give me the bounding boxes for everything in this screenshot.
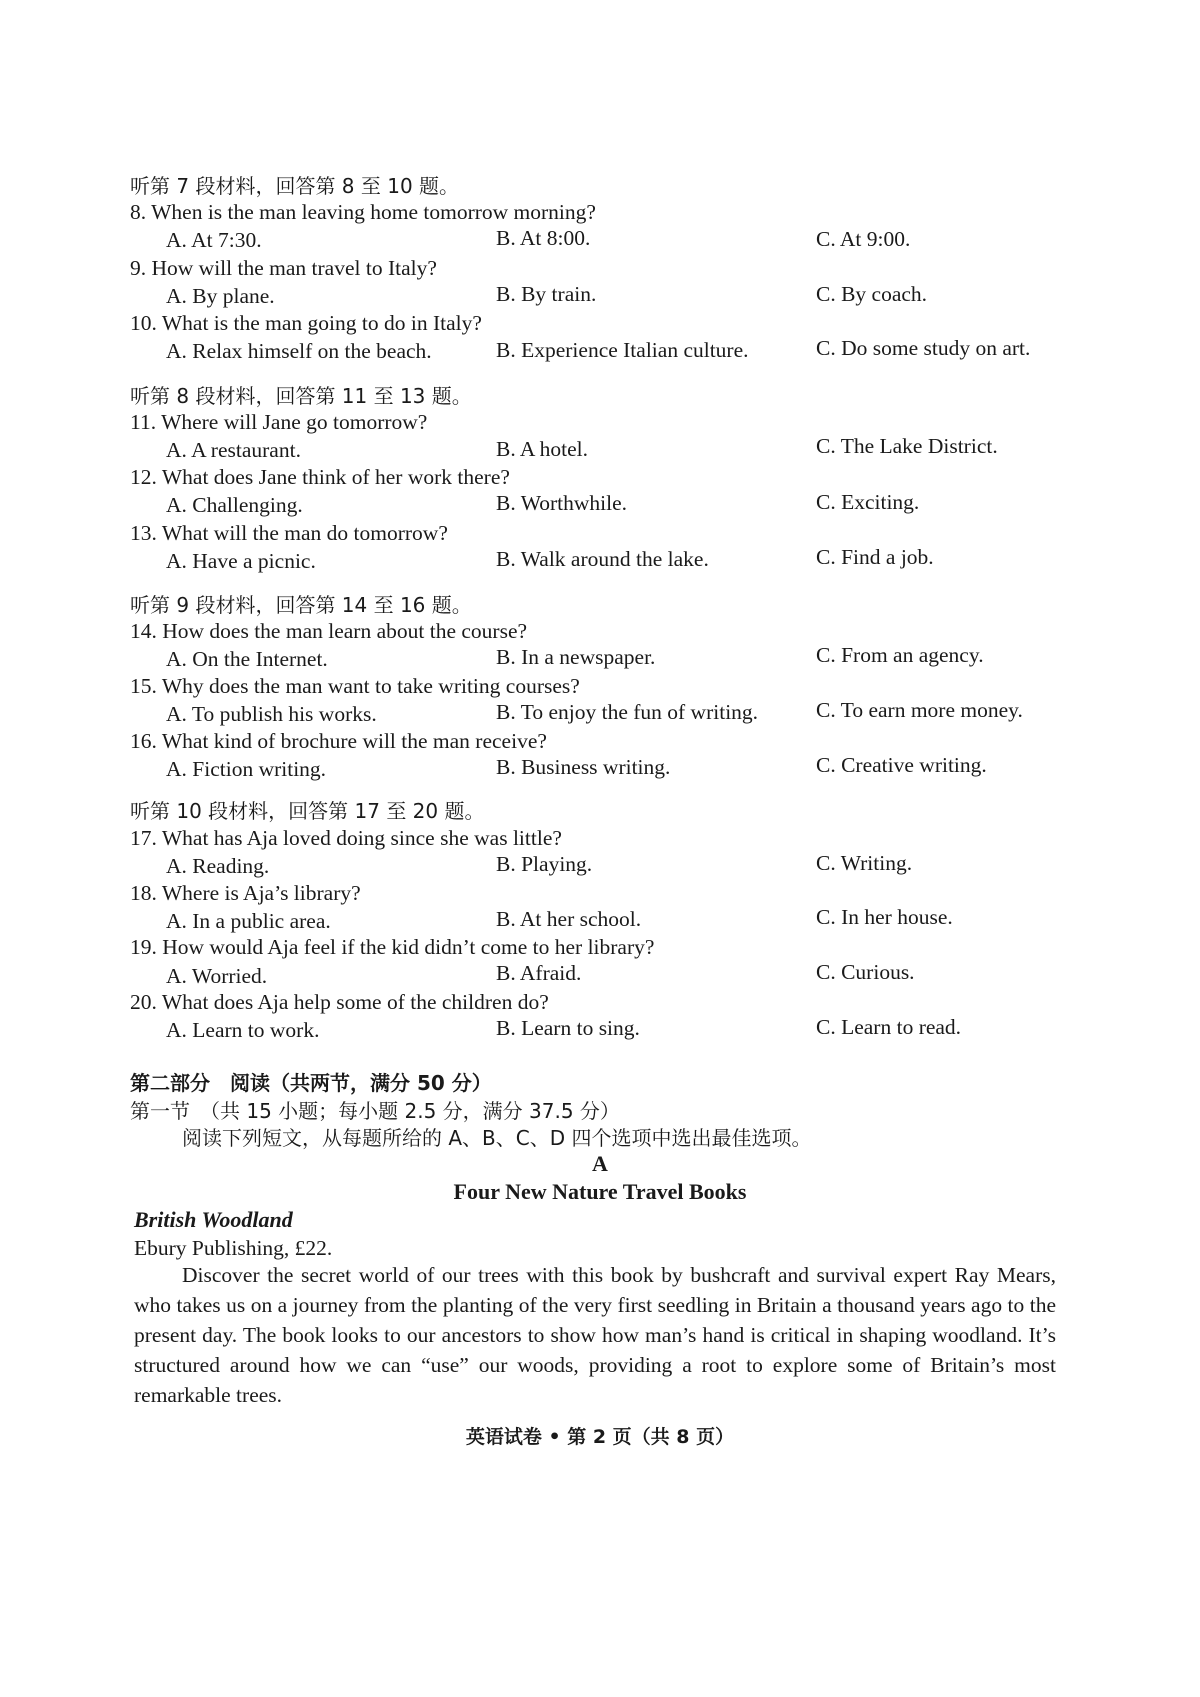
option-b: B. Worthwhile.: [496, 491, 628, 515]
option-b: B. At 8:00.: [496, 226, 591, 250]
option-b: B. Business writing.: [496, 755, 671, 779]
section-heading: 听第 9 段材料，回答第 14 至 16 题。: [130, 593, 472, 617]
option-c: C. To earn more money.: [816, 698, 1023, 722]
option-a: A. Learn to work.: [166, 1018, 320, 1042]
option-c: C. From an agency.: [816, 643, 984, 667]
option-a: A. Relax himself on the beach.: [166, 339, 432, 363]
option-b: B. Learn to sing.: [496, 1016, 640, 1040]
question-stem: 12. What does Jane think of her work there?: [130, 465, 510, 489]
question-stem: 9. How will the man travel to Italy?: [130, 256, 437, 280]
option-a: A. By plane.: [166, 284, 275, 308]
option-a: A. In a public area.: [166, 909, 331, 933]
option-a: A. On the Internet.: [166, 647, 328, 671]
option-a: A. A restaurant.: [166, 438, 301, 462]
publisher-info: Ebury Publishing, £22.: [134, 1236, 333, 1260]
option-a: A. Worried.: [166, 964, 268, 988]
question-stem: 8. When is the man leaving home tomorrow morning?: [130, 200, 596, 224]
question-stem: 14. How does the man learn about the course?: [130, 619, 528, 643]
passage-label: A: [592, 1151, 608, 1176]
option-c: C. Find a job.: [816, 545, 934, 569]
question-stem: 20. What does Aja help some of the children do?: [130, 990, 549, 1014]
option-b: B. By train.: [496, 282, 597, 306]
passage-paragraph: Discover the secret world of our trees with this book by bushcraft and survival expert Ray Mears, who takes us on a journey from the planting of the very first seedling in Britain a thousand years ago to the present day. The book looks to our ancestors to show how man’s hand is critical in shaping woodland. It’s structured around how we can “use” our woods, providing a root to explore some of Britain’s most remarkable trees.: [134, 1263, 1056, 1407]
option-c: C. Writing.: [816, 851, 913, 875]
option-c: C. Do some study on art.: [816, 336, 1031, 360]
option-a: A. To publish his works.: [166, 702, 377, 726]
option-b: B. Playing.: [496, 852, 593, 876]
option-b: B. At her school.: [496, 907, 642, 931]
passage-title: Four New Nature Travel Books: [453, 1179, 747, 1204]
option-c: C. By coach.: [816, 282, 928, 306]
question-stem: 19. How would Aja feel if the kid didn’t come to her library?: [130, 935, 655, 959]
question-stem: 17. What has Aja loved doing since she was little?: [130, 826, 562, 850]
question-stem: 15. Why does the man want to take writing courses?: [130, 674, 580, 698]
option-b: B. Experience Italian culture.: [496, 338, 749, 362]
option-c: C. At 9:00.: [816, 227, 911, 251]
option-b: B. In a newspaper.: [496, 645, 656, 669]
question-stem: 16. What kind of brochure will the man receive?: [130, 729, 547, 753]
option-c: C. Learn to read.: [816, 1015, 962, 1039]
section-heading: 听第 10 段材料，回答第 17 至 20 题。: [130, 799, 485, 823]
instruction-text: 阅读下列短文，从每题所给的 A、B、C、D 四个选项中选出最佳选项。: [182, 1126, 812, 1150]
option-a: A. Reading.: [166, 854, 270, 878]
option-c: C. The Lake District.: [816, 434, 998, 458]
option-c: C. Curious.: [816, 960, 915, 984]
option-a: A. Have a picnic.: [166, 549, 316, 573]
question-stem: 11. Where will Jane go tomorrow?: [130, 410, 428, 434]
option-b: B. To enjoy the fun of writing.: [496, 700, 759, 724]
question-stem: 10. What is the man going to do in Italy?: [130, 311, 482, 335]
option-a: A. Fiction writing.: [166, 757, 327, 781]
book-title: British Woodland: [134, 1207, 293, 1232]
option-c: C. Exciting.: [816, 490, 920, 514]
section-subheading: 第一节 （共 15 小题；每小题 2.5 分，满分 37.5 分）: [130, 1099, 620, 1123]
option-a: A. At 7:30.: [166, 228, 262, 252]
section-heading: 听第 8 段材料，回答第 11 至 13 题。: [130, 384, 472, 408]
page-footer: 英语试卷 • 第 2 页（共 8 页）: [465, 1426, 735, 1448]
option-c: C. In her house.: [816, 905, 953, 929]
option-a: A. Challenging.: [166, 493, 303, 517]
question-stem: 18. Where is Aja’s library?: [130, 881, 361, 905]
question-stem: 13. What will the man do tomorrow?: [130, 521, 448, 545]
option-c: C. Creative writing.: [816, 753, 987, 777]
option-b: B. Walk around the lake.: [496, 547, 709, 571]
section-heading: 听第 7 段材料，回答第 8 至 10 题。: [130, 174, 460, 198]
option-b: B. Afraid.: [496, 961, 582, 985]
option-b: B. A hotel.: [496, 437, 588, 461]
part-heading: 第二部分 阅读（共两节，满分 50 分）: [130, 1071, 492, 1095]
